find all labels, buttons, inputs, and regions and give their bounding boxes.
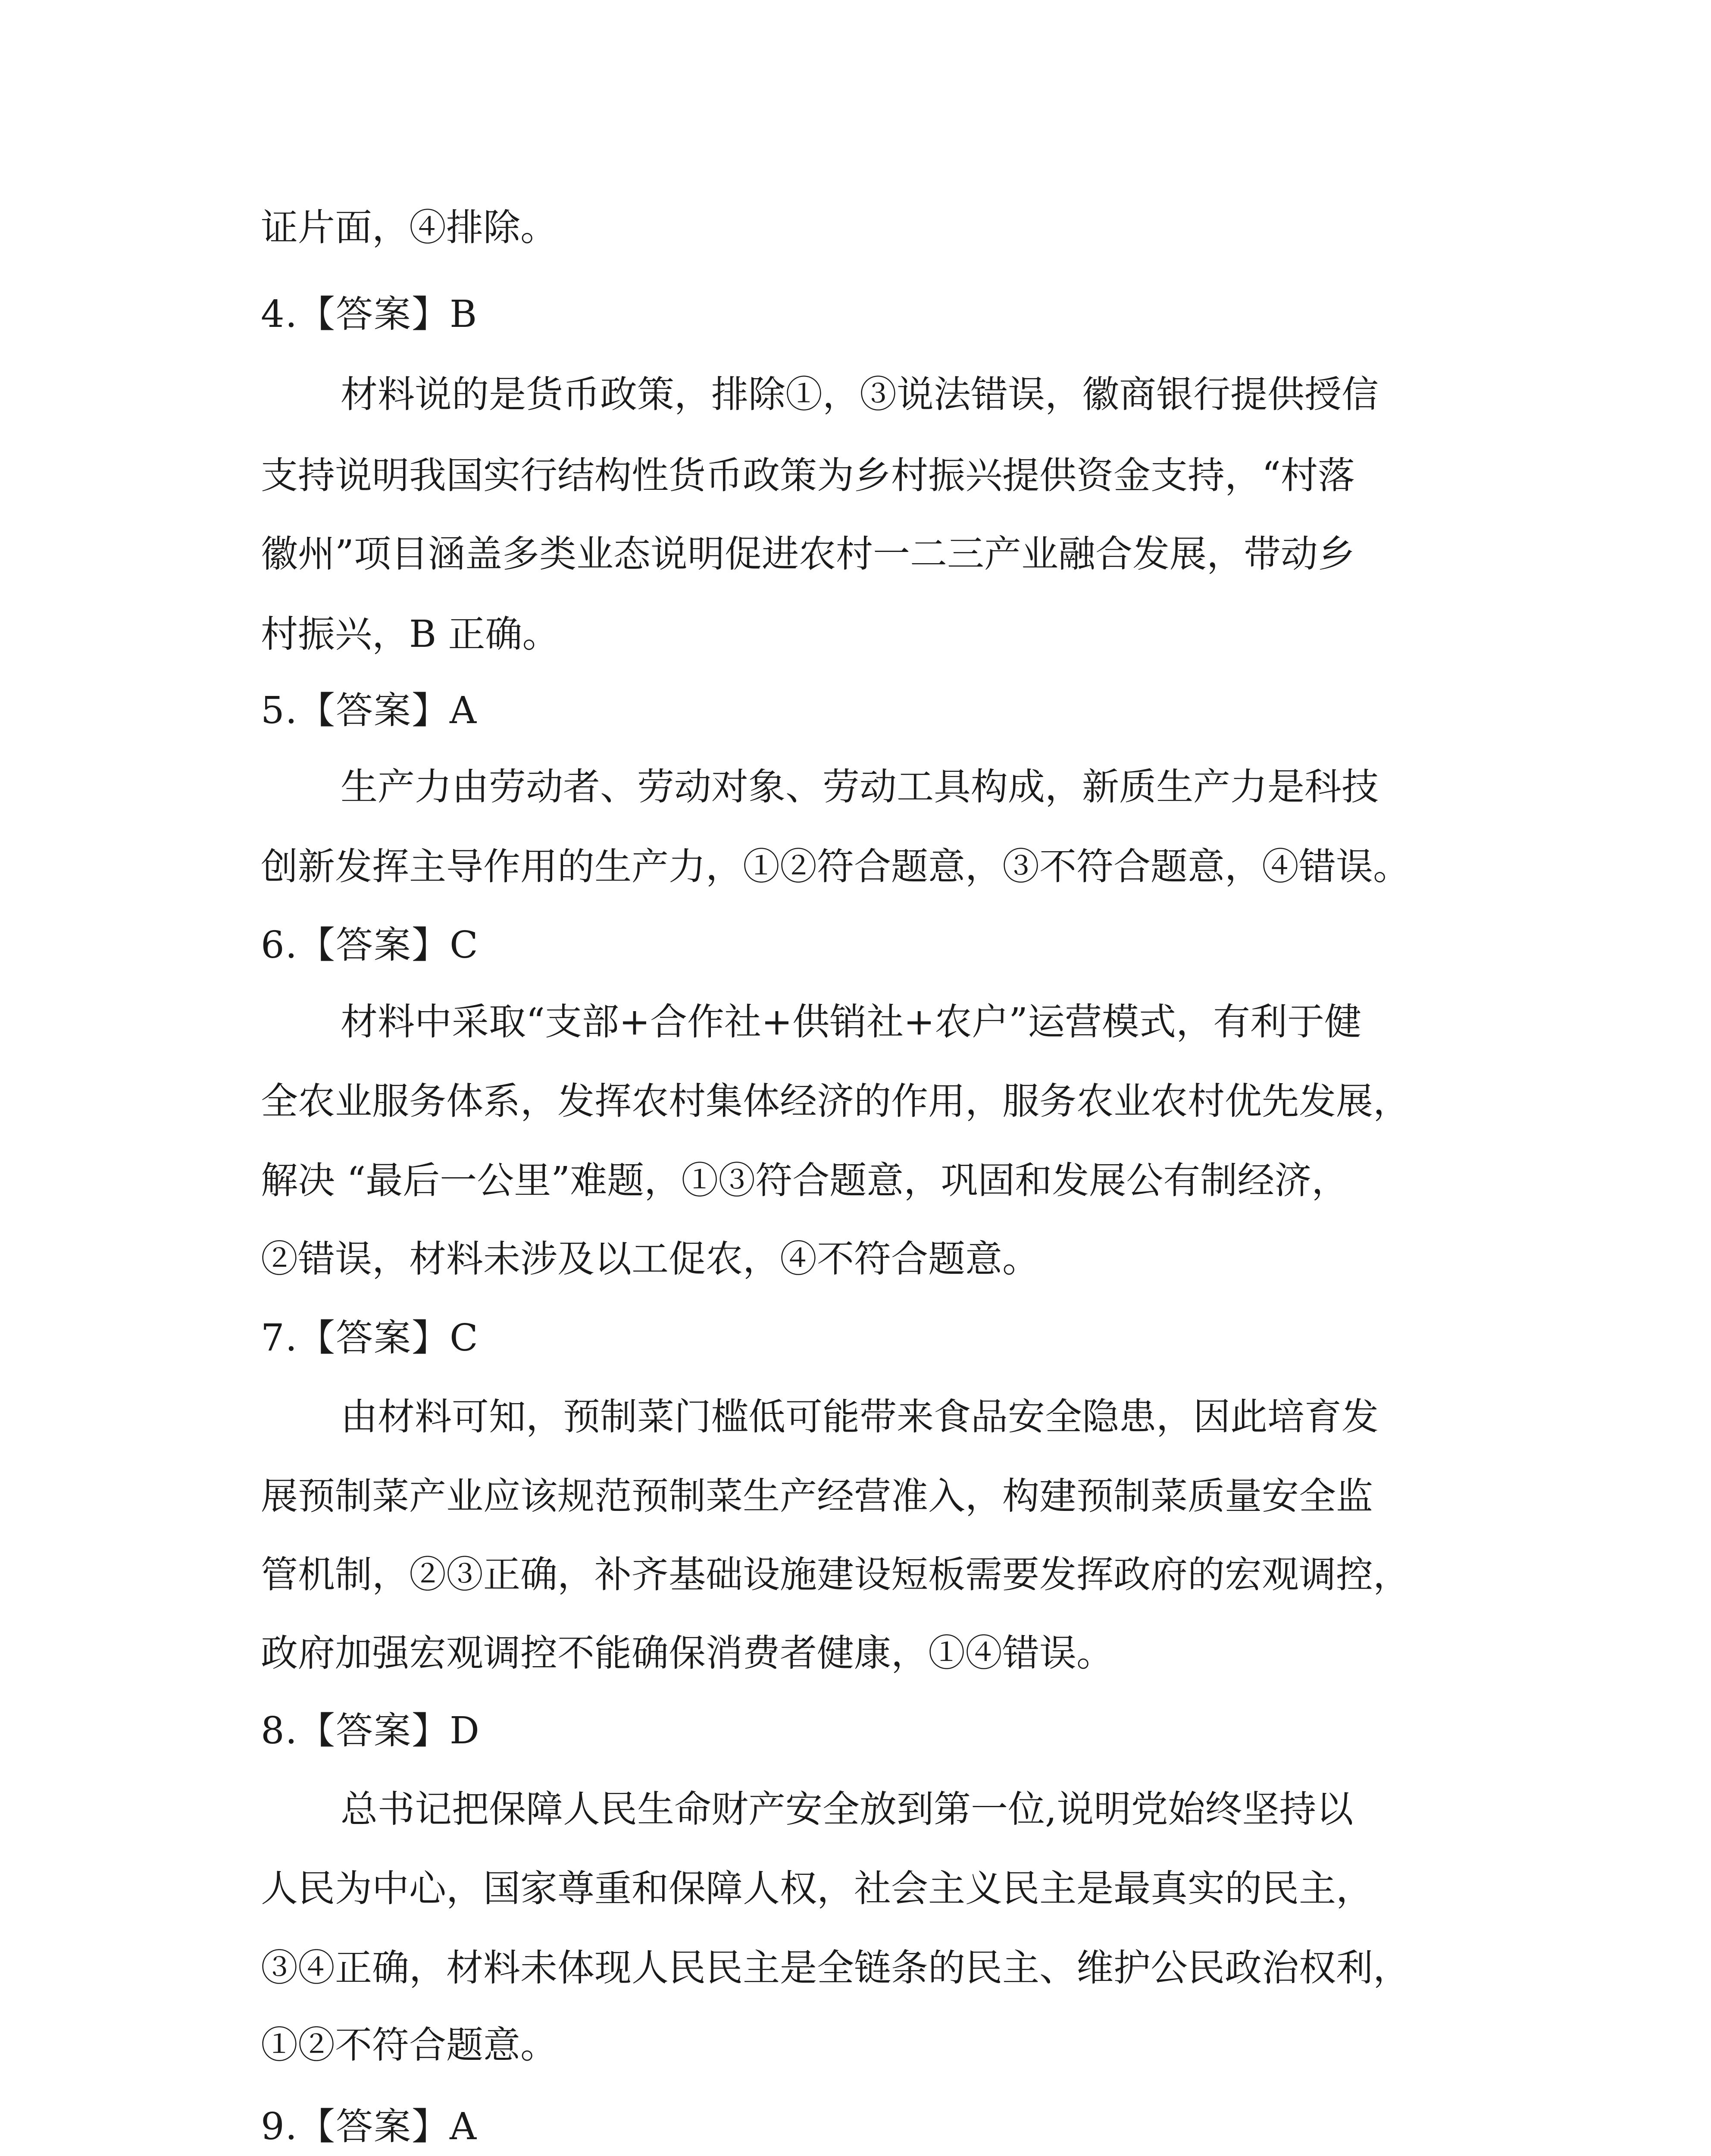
answer-heading-8: 8.【答案】D <box>261 1709 481 1752</box>
text-line: 由材料可知，预制菜门槛低可能带来食品安全隐患，因此培育发 <box>341 1395 1379 1438</box>
text-line: 材料说的是货币政策，排除①，③说法错误，徽商银行提供授信 <box>341 373 1379 416</box>
text-line: 政府加强宏观调控不能确保消费者健康，①④错误。 <box>261 1632 1114 1675</box>
text-line: 生产力由劳动者、劳动对象、劳动工具构成，新质生产力是科技 <box>341 765 1379 808</box>
answer-heading-4: 4.【答案】B <box>261 293 478 336</box>
text-line: 人民为中心，国家尊重和保障人权，社会主义民主是最真实的民主， <box>261 1867 1373 1910</box>
text-line: ②错误，材料未涉及以工促农，④不符合题意。 <box>261 1238 1039 1281</box>
text-line: 解决 “最后一公里”难题，①③符合题意，巩固和发展公有制经济， <box>261 1159 1349 1202</box>
answer-heading-7: 7.【答案】C <box>261 1316 479 1360</box>
text-line: 支持说明我国实行结构性货币政策为乡村振兴提供资金支持，“村落 <box>261 454 1355 497</box>
text-line: 证片面，④排除。 <box>261 206 557 249</box>
text-line: 管机制，②③正确，补齐基础设施建设短板需要发挥政府的宏观调控， <box>261 1553 1410 1596</box>
text-line: 村振兴，B 正确。 <box>261 613 560 656</box>
text-line: ①②不符合题意。 <box>261 2024 557 2067</box>
answer-heading-9: 9.【答案】A <box>261 2105 478 2148</box>
answer-heading-6: 6.【答案】C <box>261 924 479 967</box>
answer-heading-5: 5.【答案】A <box>261 689 478 732</box>
text-line: 徽州”项目涵盖多类业态说明促进农村一二三产业融合发展，带动乡 <box>261 533 1355 576</box>
text-line: ③④正确，材料未体现人民民主是全链条的民主、维护公民政治权利， <box>261 1946 1410 1990</box>
text-line: 展预制菜产业应该规范预制菜生产经营准入，构建预制菜质量安全监 <box>261 1475 1373 1518</box>
text-line: 总书记把保障人民生命财产安全放到第一位,说明党始终坚持以 <box>341 1788 1354 1831</box>
text-line: 材料中采取“支部+合作社+供销社+农户”运营模式，有利于健 <box>341 1000 1362 1044</box>
text-line: 全农业服务体系，发挥农村集体经济的作用，服务农业农村优先发展， <box>261 1080 1410 1123</box>
text-line: 创新发挥主导作用的生产力，①②符合题意，③不符合题意，④错误。 <box>261 845 1410 888</box>
